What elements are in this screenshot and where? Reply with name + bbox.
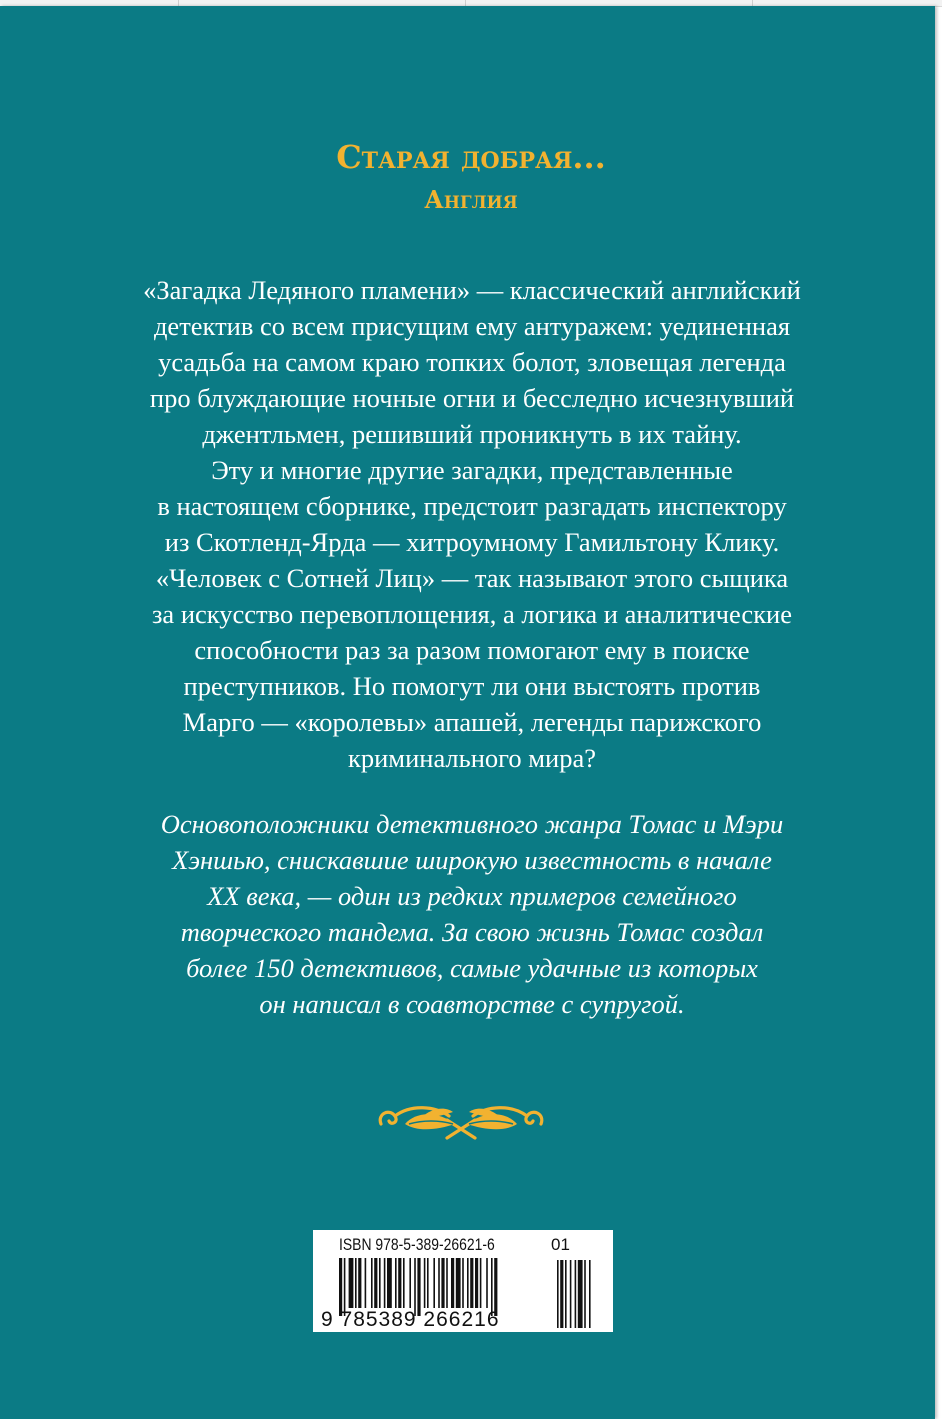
about-authors: [92, 806, 852, 1022]
barcode: [313, 1230, 613, 1332]
about-line: творческого тандема. За свою жизнь Томас создал: [180, 917, 764, 947]
description-line: из Скотленд-Ярда — хитроумному Гамильтону Клику.: [164, 527, 780, 557]
book-back-cover: [0, 6, 935, 1419]
description-line: преступников. Но помогут ли они выстоять против: [183, 671, 761, 701]
book-description: [92, 272, 852, 776]
description-line: способности раз за разом помогают ему в поиске: [194, 635, 750, 665]
description-line: криминального мира?: [348, 743, 596, 773]
about-line: Основоположники детективного жанра Томас и Мэри: [160, 809, 784, 839]
description-line: джентльмен, решивший проникнуть в их тайну.: [202, 419, 742, 449]
isbn-addon: 01: [551, 1235, 570, 1254]
about-line: XX века, — один из редких примеров семейного: [207, 881, 737, 911]
description-line: в настоящем сборнике, предстоит разгадать инспектору: [157, 491, 787, 521]
isbn-label: ISBN 978-5-389-26621-6: [339, 1235, 495, 1254]
about-line: Хэншью, снискавшие широкую известность в начале: [172, 845, 772, 875]
description-line: про блуждающие ночные огни и бесследно исчезнувший: [149, 383, 795, 413]
description-line: «Человек с Сотней Лиц» — так называют этого сыщика: [155, 563, 789, 593]
description-line: Марго — «королевы» апашей, легенды парижского: [182, 707, 762, 737]
about-line: более 150 детективов, самые удачные из которых: [186, 953, 758, 983]
description-line: усадьба на самом краю топких болот, зловещая легенда: [158, 347, 786, 377]
series-title: Старая добрая...: [336, 138, 606, 176]
description-line: за искусство перевоплощения, а логика и аналитические: [151, 599, 793, 629]
description-line: Эту и многие другие загадки, представленные: [211, 455, 733, 485]
description-line: детектив со всем присущим ему антуражем: уединенная: [153, 311, 791, 341]
series-subtitle: Англия: [424, 185, 518, 214]
description-line: «Загадка Ледяного пламени» — классический английский: [143, 275, 801, 305]
ornament-icon: [375, 1094, 547, 1148]
about-line: он написал в соавторстве с супругой.: [259, 989, 685, 1019]
barcode-digits: 9 785389 266216: [321, 1308, 500, 1331]
